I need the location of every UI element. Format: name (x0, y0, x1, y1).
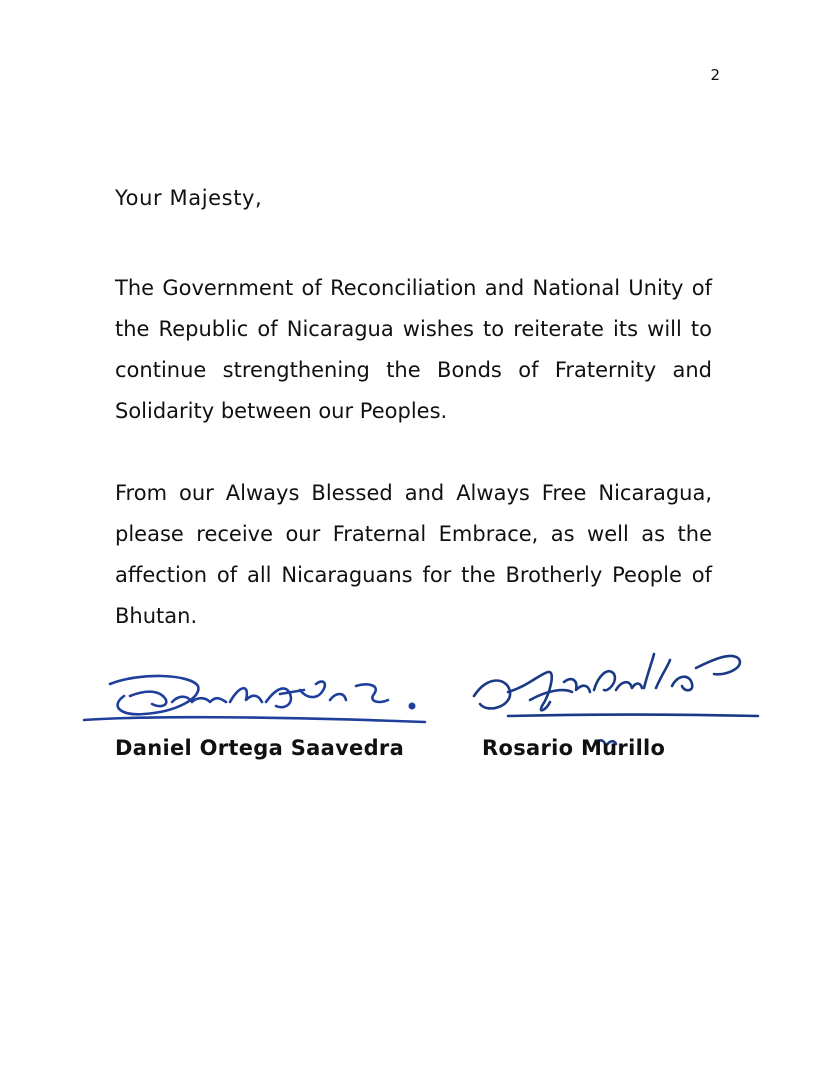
salutation: Your Majesty, (115, 186, 263, 210)
paragraph-2: From our Always Blessed and Always Free Nicaragua, please receive our Fraternal Embrace, as well as the affection of all Nicaraguans for the Brotherly People of Bhutan. (115, 481, 712, 628)
signature-daniel-ortega (80, 662, 440, 737)
letter-body (115, 180, 712, 637)
signatory-name-right: Rosario Murillo (482, 736, 666, 760)
signatory-name-left: Daniel Ortega Saavedra (115, 736, 405, 760)
paragraph-1: The Government of Reconciliation and National Unity of the Republic of Nicaragua wishes to reiterate its will to continue strengthening the Bonds of Fraternity and Solidarity between our Peoples. (115, 276, 712, 423)
page-number: 2 (710, 66, 720, 84)
